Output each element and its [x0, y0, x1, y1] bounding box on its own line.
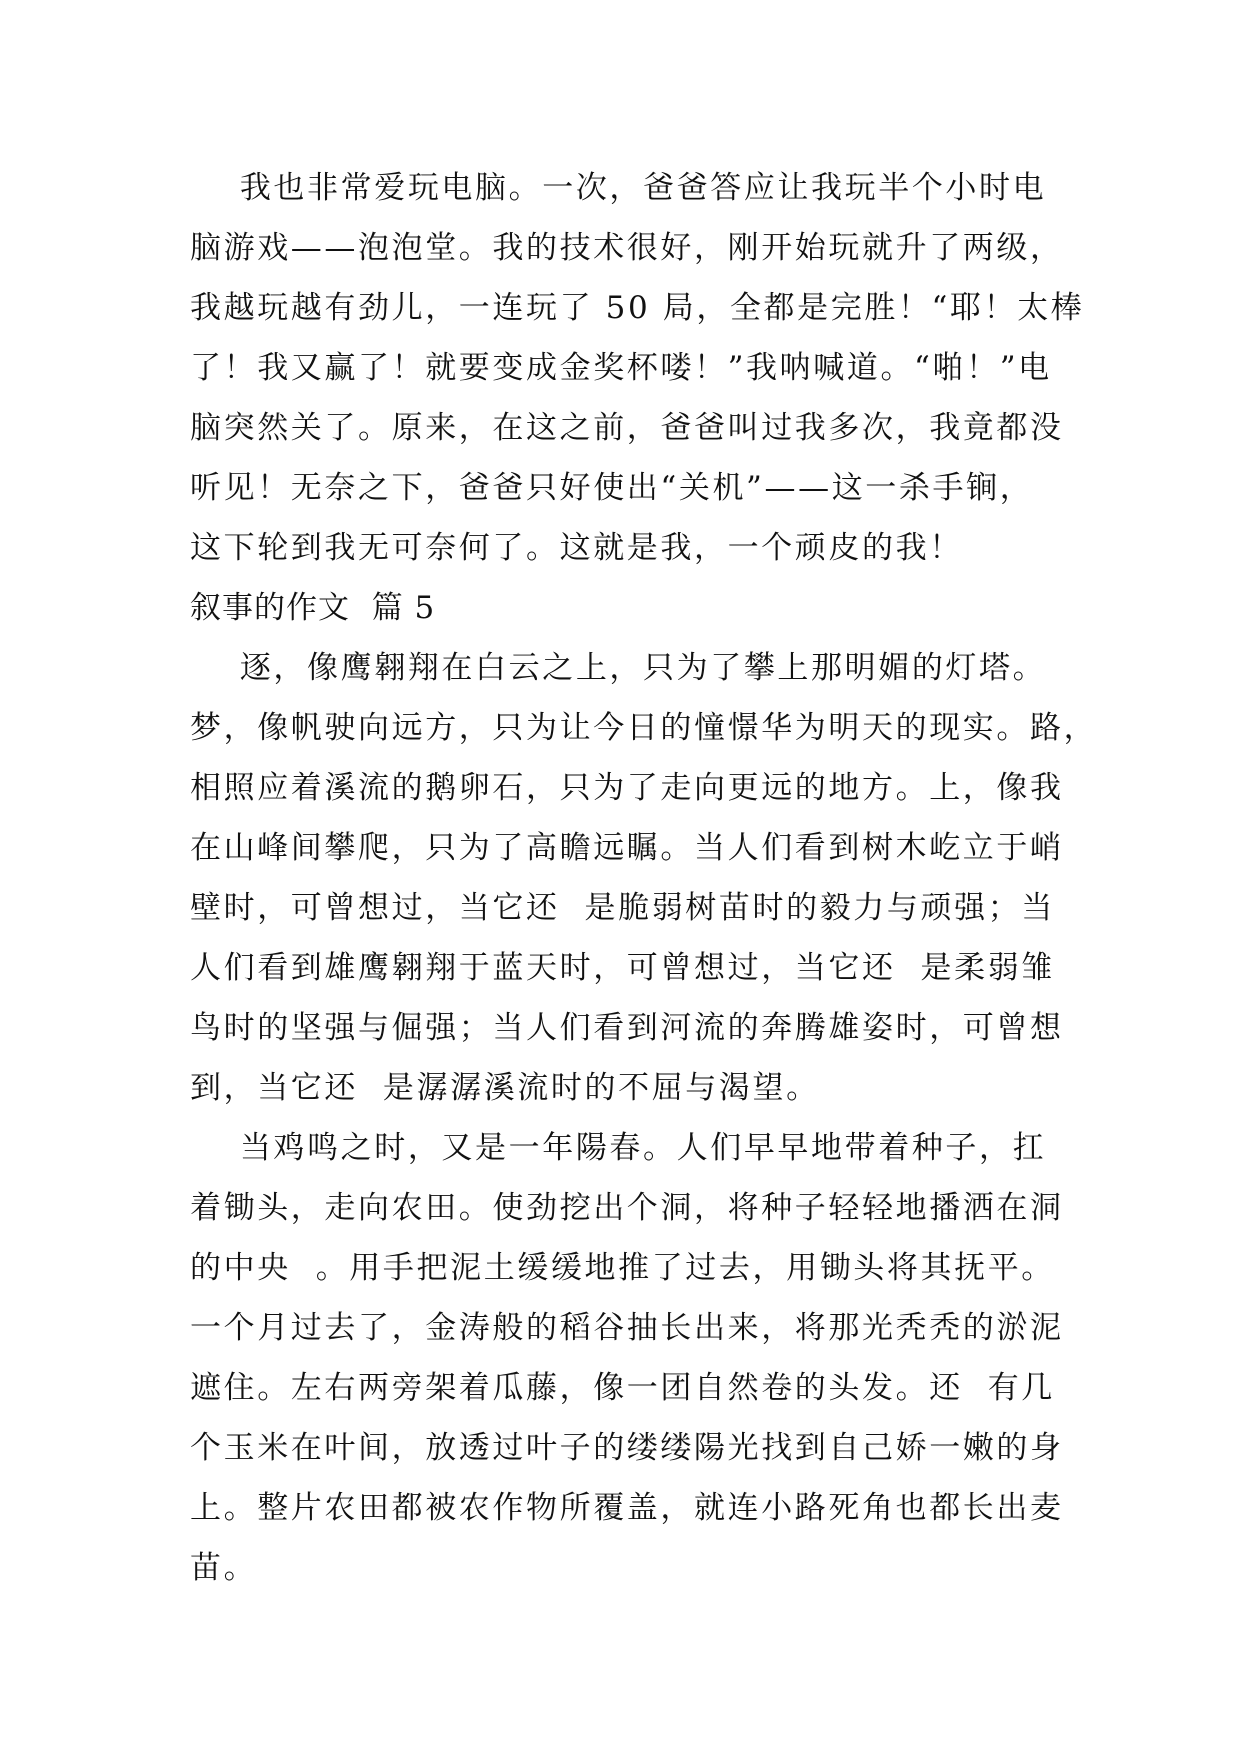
paragraph-line: 遮住。左右两旁架着瓜藤，像一团自然卷的头发。还 有几 [190, 1370, 1055, 1406]
section-heading: 叙事的作文 篇 5 [190, 590, 436, 626]
paragraph-line: 听见！无奈之下，爸爸只好使出“关机”——这一杀手锏， [190, 470, 1034, 506]
paragraph-line: 我越玩越有劲儿，一连玩了 50 局，全都是完胜！“耶！太棒 [190, 290, 1085, 326]
paragraph-line: 的中央 。用手把泥土缓缓地推了过去，用锄头将其抚平。 [190, 1250, 1055, 1286]
paragraph-line: 着锄头，走向农田。使劲挖出个洞，将种子轻轻地播洒在洞 [190, 1190, 1064, 1226]
document-page [190, 158, 1098, 1598]
paragraph-line: 梦，像帆驶向远方，只为让今日的憧憬华为明天的现实。路， [190, 710, 1098, 746]
paragraph-line: 这下轮到我无可奈何了。这就是我，一个顽皮的我！ [190, 530, 963, 566]
paragraph-line: 脑突然关了。原来，在这之前，爸爸叫过我多次，我竟都没 [190, 410, 1064, 446]
paragraph-line: 壁时，可曾想过，当它还 是脆弱树苗时的毅力与顽强；当 [190, 890, 1055, 926]
paragraph-line: 一个月过去了，金涛般的稻谷抽长出来，将那光秃秃的淤泥 [190, 1310, 1064, 1346]
paragraph-line: 逐，像鹰翱翔在白云之上，只为了攀上那明媚的灯塔。 [190, 650, 1047, 686]
paragraph-line: 相照应着溪流的鹅卵石，只为了走向更远的地方。上，像我 [190, 770, 1064, 806]
paragraph-line: 上。整片农田都被农作物所覆盖，就连小路死角也都长出麦 [190, 1490, 1064, 1526]
paragraph-line: 在山峰间攀爬，只为了高瞻远瞩。当人们看到树木屹立于峭 [190, 830, 1064, 866]
paragraph-line: 到，当它还 是潺潺溪流时的不屈与渴望。 [190, 1070, 820, 1106]
paragraph-line: 我也非常爱玩电脑。一次，爸爸答应让我玩半个小时电 [190, 170, 1047, 206]
paragraph-line: 苗。 [190, 1550, 258, 1586]
paragraph-line: 当鸡鸣之时，又是一年陽春。人们早早地带着种子，扛 [190, 1130, 1047, 1166]
paragraph-line: 人们看到雄鹰翱翔于蓝天时，可曾想过，当它还 是柔弱雏 [190, 950, 1055, 986]
paragraph-line: 个玉米在叶间，放透过叶子的缕缕陽光找到自己娇一嫩的身 [190, 1430, 1064, 1466]
paragraph-line: 鸟时的坚强与倔强；当人们看到河流的奔腾雄姿时，可曾想 [190, 1010, 1064, 1046]
paragraph-line: 脑游戏——泡泡堂。我的技术很好，刚开始玩就升了两级， [190, 230, 1064, 266]
paragraph-line: 了！我又赢了！就要变成金奖杯喽！”我呐喊道。“啪！”电 [190, 350, 1052, 386]
